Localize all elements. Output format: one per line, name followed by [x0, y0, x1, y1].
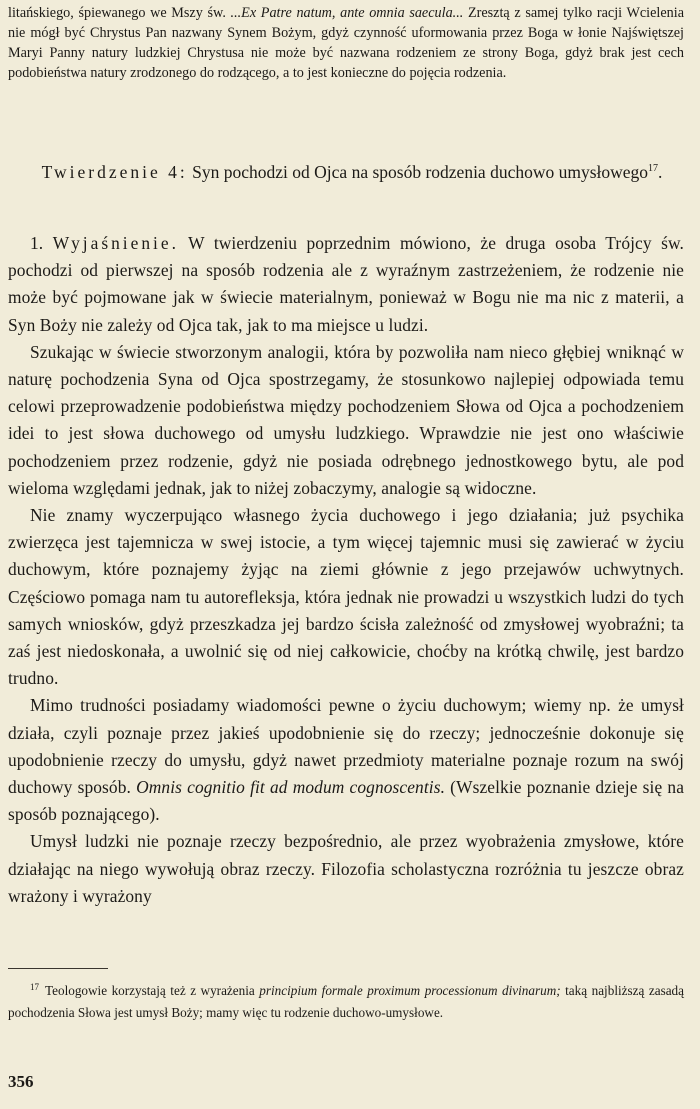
paragraph-analogy: Szukając w świecie stworzonym analogii, która by pozwoliła nam nieco głębiej wniknąć w naturę pochodzenia Syna od Ojca spostrzegamy, że stosunkowo najlepiej odpowiada temu celowi przeprowadzenie podobieństwa między pochodzeniem Słowa od Ojca a pochodzeniem idei to jest słowa duchowego od umysłu ludzkiego. Wprawdzie nie jest ono właściwie pochodzeniem przez rodzenie, gdyż nie posiada odrębnego jednostkowego bytu, ale pod wieloma względami jednak, jak to niżej zobaczymy, analogie są widoczne. [8, 341, 684, 498]
thesis-text: Syn pochodzi od Ojca na sposób rodzenia duchowo umysłowego [192, 162, 649, 182]
continued-paragraph [8, 4, 684, 84]
main-text [8, 230, 684, 910]
page-number: 356 [8, 1072, 34, 1091]
section-number: 1. [30, 233, 44, 253]
latin-quote: ...Ex Patre natum, ante omnia saecula... [230, 5, 464, 21]
text-run: taką najbliższą zasadą pochodzenia Słowa jest umysł Boży; mamy więc tu rodzenie duchowo-umysłowe. [8, 983, 684, 1020]
footnote-ref[interactable]: 17 [648, 163, 659, 174]
text-run: litańskiego, śpiewanego we Mszy św. [8, 5, 231, 21]
paragraph-explanation [8, 230, 684, 339]
thesis-label: Twierdzenie 4: [41, 162, 188, 182]
footnote-divider [8, 968, 108, 969]
latin-quote: Omnis cognitio fit ad modum cognoscentis. [136, 777, 446, 798]
text-run: Zresztą z samej tylko racji Wcielenia nie mógł być Chrystus Pan nazwany Synem Bożym, gdyż czynność uformowania przez Boga w łonie Najświętszej Maryi Panny natury ludzkiej Chrystusa nie może być nazwana rodzeniem ze strony Boga, gdyż brak jest cech podobieństwa natury zrodzonego do rodzącego, a to jest konieczne do pojęcia rodzenia. [8, 5, 684, 81]
paragraph-mind: Umysł ludzki nie poznaje rzeczy bezpośrednio, ale przez wyobrażenia zmysłowe, które działając na niego wywołują obraz rzeczy. Filozofia scholastyczna rozróżnia tu jeszcze obraz wrażony i wyrażony [8, 831, 684, 906]
paragraph-text: W twierdzeniu poprzednim mówiono, że druga osoba Trójcy św. pochodzi od pierwszej na sposób rodzenia ale z wyraźnym zastrzeżeniem, że rodzenie nie może być pojmowane jak w świecie materialnym, ponieważ w Bogu nie ma nic z materii, a Syn Boży nie zależy od Ojca tak, jak to ma miejsce u ludzi. [8, 233, 684, 335]
thesis-end: . [658, 162, 663, 182]
footnote [8, 976, 684, 1024]
paragraph-text: Mimo trudności posiadamy wiadomości pewne o życiu duchowym; wiemy np. że umysł działa, czyli poznaje przez jakieś upodobnienie się do rzeczy; jednocześnie dokonuje się upodobnienie rzeczy do umysłu, gdyż nawet przedmioty materialne poznaje rozum na swój duchowy sposób. [8, 695, 684, 798]
latin-quote: principium formale proximum processionum divinarum; [259, 983, 561, 998]
paragraph-text: (Wszelkie poznanie dzieje się na sposób poznającego). [8, 777, 685, 825]
paragraph-knowledge [8, 692, 684, 828]
thesis-heading [20, 156, 684, 185]
paragraph-spiritual-life: Nie znamy wyczerpująco własnego życia duchowego i jego działania; już psychika zwierzęca jest tajemnicza w swej istocie, a tym więcej tajemnic musi się zawierać w życiu duchowym, które poznajemy żyjąc na ziemi głównie z jego przejawów uchwytnych. Częściowo pomaga nam tu autorefleksja, która jednak nie prowadzi u wszystkich ludzi do tych samych wniosków, gdyż przeszkadza jej bardzo ścisła zależność od zmysłowej wyobraźni; ta zaś jest niedoskonała, a uwolnić się od niej całkowicie, choćby na krótką chwilę, jest bardzo trudno. [8, 505, 684, 689]
section-label: Wyjaśnienie. [52, 233, 179, 253]
paragraph-text [8, 4, 684, 84]
footnote-number: 17 [30, 982, 39, 992]
footnote-text [8, 976, 684, 1024]
text-run: Teologowie korzystają też z wyrażenia [45, 983, 260, 998]
